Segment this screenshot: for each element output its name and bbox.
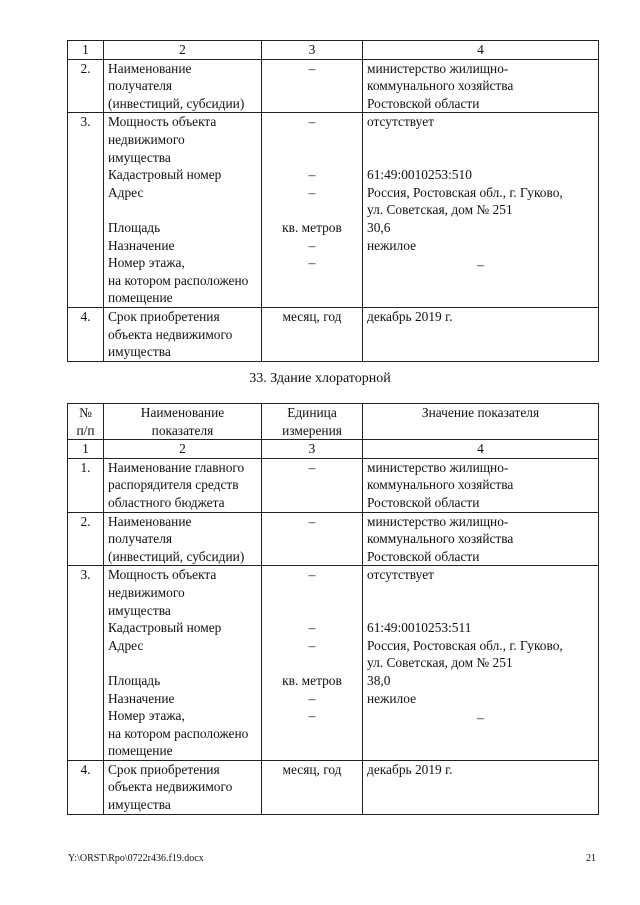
- table-row: [68, 760, 599, 814]
- floor-value: –: [477, 257, 484, 273]
- col-number: 2: [104, 41, 262, 60]
- section-title: 33. Здание хлораторной: [249, 371, 391, 386]
- floor-value: –: [477, 710, 484, 726]
- indicator-name: Мощность объекта недвижимого имущества Кадастровый номер Адрес Площадь Назначение Номер этажа, на котором расположено помещение: [104, 113, 262, 308]
- indicator-name: Наименование получателя (инвестиций, субсидии): [104, 512, 262, 566]
- indicator-name: Срок приобретения объекта недвижимого имущества: [104, 760, 262, 814]
- indicator-value-cell: [363, 113, 599, 308]
- header-row: [68, 404, 599, 440]
- row-number: 2.: [68, 512, 104, 566]
- table-row: [68, 113, 599, 308]
- indicator-value-cell: [363, 566, 599, 761]
- unit: –: [262, 458, 363, 512]
- unit: месяц, год: [262, 307, 363, 361]
- col-number: 3: [262, 440, 363, 459]
- col-number: 1: [68, 440, 104, 459]
- indicator-value: отсутствует 61:49:0010253:511 Россия, Ростовская обл., г. Гуково, ул. Советская, дом № 251 38,0 нежилое: [367, 567, 563, 706]
- table-chlorination-building: [67, 403, 599, 815]
- header-unit: Единица измерения: [262, 404, 363, 440]
- row-number: 1.: [68, 458, 104, 512]
- table-row: [68, 307, 599, 361]
- table-continued: [67, 40, 599, 362]
- table-row: [68, 566, 599, 761]
- header-num: № п/п: [68, 404, 104, 440]
- indicator-value: министерство жилищно- коммунального хозяйства Ростовской области: [363, 512, 599, 566]
- unit: месяц, год: [262, 760, 363, 814]
- col-number: 3: [262, 41, 363, 60]
- indicator-name: Мощность объекта недвижимого имущества Кадастровый номер Адрес Площадь Назначение Номер этажа, на котором расположено помещение: [104, 566, 262, 761]
- column-number-row: [68, 440, 599, 459]
- table-row: [68, 59, 599, 113]
- unit: – – – кв. метров – –: [262, 566, 363, 761]
- row-number: 3.: [68, 113, 104, 308]
- indicator-value: отсутствует 61:49:0010253:510 Россия, Ростовская обл., г. Гуково, ул. Советская, дом № 251 30,6 нежилое: [367, 114, 563, 253]
- unit: – – – кв. метров – –: [262, 113, 363, 308]
- table-row: [68, 512, 599, 566]
- indicator-value: декабрь 2019 г.: [363, 307, 599, 361]
- col-number: 4: [363, 440, 599, 459]
- header-value: Значение показателя: [363, 404, 599, 440]
- column-number-row: [68, 41, 599, 60]
- indicator-name: Наименование получателя (инвестиций, субсидии): [104, 59, 262, 113]
- indicator-name: Срок приобретения объекта недвижимого имущества: [104, 307, 262, 361]
- header-name: Наименование показателя: [104, 404, 262, 440]
- col-number: 1: [68, 41, 104, 60]
- indicator-name: Наименование главного распорядителя средств областного бюджета: [104, 458, 262, 512]
- page-number: 21: [586, 853, 596, 864]
- col-number: 2: [104, 440, 262, 459]
- indicator-value: декабрь 2019 г.: [363, 760, 599, 814]
- footer-file-path: Y:\ORST\Rpo\0722r436.f19.docx: [68, 853, 204, 864]
- row-number: 4.: [68, 760, 104, 814]
- row-number: 2.: [68, 59, 104, 113]
- table-row: [68, 458, 599, 512]
- indicator-value: министерство жилищно- коммунального хозяйства Ростовской области: [363, 458, 599, 512]
- row-number: 3.: [68, 566, 104, 761]
- row-number: 4.: [68, 307, 104, 361]
- unit: –: [262, 59, 363, 113]
- col-number: 4: [363, 41, 599, 60]
- unit: –: [262, 512, 363, 566]
- indicator-value: министерство жилищно- коммунального хозяйства Ростовской области: [363, 59, 599, 113]
